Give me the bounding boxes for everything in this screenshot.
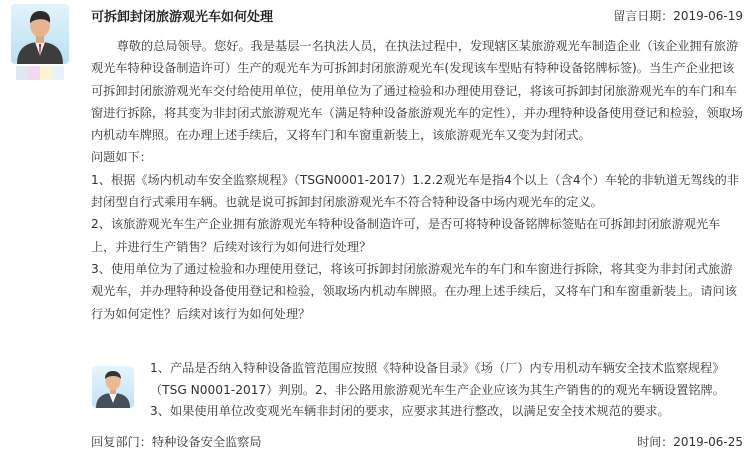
message-paragraph: 3、使用单位为了通过检验和办理使用登记，将该可拆卸封闭旅游观光车的车门和车窗进行拆除，将其变为非封闭式旅游观光车，并办理特种设备使用登记和检验，领取场内机动车牌照。在办理上述手续后，又将车门和车窗重新装上。请问该行为如何定性？后续对该行为如何处理？ — [91, 261, 737, 321]
message-paragraph: 1、根据《场内机动车安全监察规程》（TSGN0001-2017）1.2.2观光车是指4个以上（含4个）车轮的非轨道无驾线的非封闭型自行式乘用车辆。也就是说可拆卸封闭旅游观光车不符合特种设备中场内观光车的定义。 — [91, 172, 740, 210]
strip-swatch-4 — [52, 66, 64, 80]
official-avatar-icon — [92, 366, 134, 408]
reply-text: 1、产品是否纳入特种设备监管范围应按照《特种设备目录》《场（厂）内专用机动车辆安全技术监察规程》（TSG N0001-2017）判别。2、非公路用旅游观光车生产企业应该为其生产销售的的观光车辆设置铭牌。3、如果使用单位改变观光车辆非封闭的要求，应要求其进行整改，以满足安全技术规范的要求。 — [150, 361, 725, 418]
message-paragraph: 尊敬的总局领导。您好。我是基层一名执法人员，在执法过程中，发现辖区某旅游观光车制造企业（该企业拥有旅游观光车特种设备制造许可）生产的观光车为可拆卸封闭旅游观光车(发现该车型贴有特种设备铭牌标签)。当生产企业把该可拆卸封闭旅游观光车交付给使用单位，使用单位为了通过检验和办理使用登记，将该可拆卸封闭旅游观光车的车门和车窗进行拆除，将其变为非封闭式旅游观光车（满足特种设备旅游观光车的定性），并办理特种设备使用登记和检验，领取场内机动车牌照。在办理上述手续后，又将车门和车窗重新装上，该旅游观光车又变为封闭式。 — [91, 39, 744, 143]
reply-avatar — [92, 366, 134, 408]
author-avatar — [11, 4, 69, 64]
user-avatar-icon — [11, 4, 69, 64]
message-title: 可拆卸封闭旅游观光车如何处理 — [91, 10, 274, 25]
reply-department: 回复部门：特种设备安全监察局 — [91, 435, 262, 449]
message-body — [91, 35, 744, 325]
message-paragraph: 问题如下： — [91, 150, 152, 165]
message-paragraph: 2、该旅游观光车生产企业拥有旅游观光车特种设备制造许可，是否可将特种设备铭牌标签贴在可拆卸封闭旅游观光车上，并进行生产销售？后续对该行为如何进行处理？ — [91, 217, 721, 254]
strip-swatch-3 — [40, 66, 52, 80]
avatar-color-strip — [16, 66, 64, 80]
strip-swatch-2 — [28, 66, 40, 80]
strip-swatch-1 — [16, 66, 28, 80]
message-date: 留言日期：2019-06-19 — [613, 9, 743, 23]
reply-date: 时间：2019-06-25 — [637, 435, 743, 449]
